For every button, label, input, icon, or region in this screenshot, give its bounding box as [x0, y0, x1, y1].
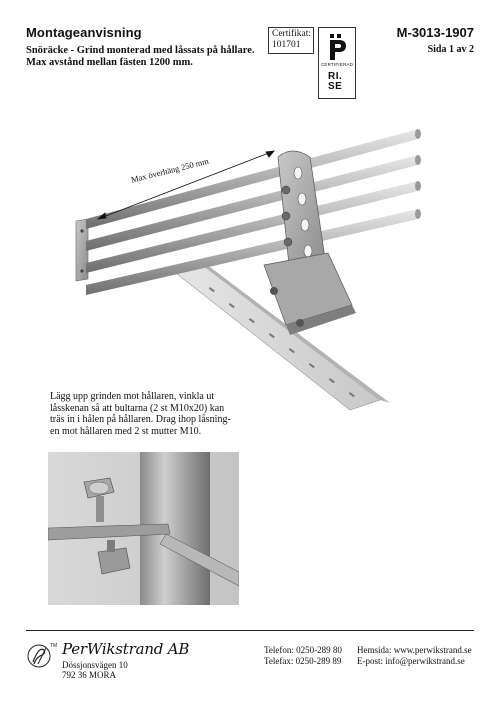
website-link[interactable]: Hemsida: www.perwikstrand.se: [357, 645, 472, 655]
phone-block: [264, 645, 342, 667]
instruction-line-2: låsskenan så att bultarna (2 st M10x20) kan: [50, 402, 225, 414]
guard-tubes: [86, 129, 421, 295]
email-link[interactable]: E-post: info@perwikstrand.se: [357, 656, 465, 666]
rise-logo: [328, 72, 342, 92]
address-line-2: 792 36 MORA: [62, 670, 117, 680]
snow-guard-illustration: [60, 115, 440, 425]
instruction-line-3: träs in i hålen på hållaren. Drag ihop låsning-: [50, 414, 231, 425]
detail-photo: [48, 452, 239, 605]
instruction-text: [50, 391, 250, 437]
overhang-measure-label: Max överhäng 250 mm: [130, 155, 210, 185]
phone-number: Telefon: 0250-289 80: [264, 645, 342, 655]
document-number: M-3013-1907: [396, 25, 474, 40]
company-logo-icon: [24, 640, 58, 670]
trademark-mark: TM: [50, 643, 58, 649]
subtitle: [26, 45, 266, 69]
subtitle-line-2: Max avstånd mellan fästen 1200 mm.: [26, 57, 193, 68]
certificate-box: [268, 27, 314, 54]
rise-logo-line-2: SE: [328, 81, 343, 92]
instruction-line-4: en mot hållaren med 2 st mutter M10.: [50, 425, 202, 437]
fax-number: Telefax: 0250-289 89: [264, 656, 342, 666]
certificate-label: Certifikat:: [272, 29, 312, 39]
certificate-number: 101701: [272, 40, 301, 50]
web-block: [357, 645, 472, 667]
page-indicator: Sida 1 av 2: [427, 44, 474, 55]
subtitle-line-1: Snöräcke - Grind monterad med låssats på hållare.: [26, 45, 255, 56]
document-title: Montageanvisning: [26, 25, 142, 40]
instruction-line-1: Lägg upp grinden mot hållaren, vinkla ut: [50, 391, 215, 402]
rise-logo-line-1: RI.: [328, 71, 343, 82]
cert-logo-text: CERTIFIERAD: [320, 62, 354, 67]
company-name: PerWikstrand AB: [62, 640, 190, 658]
detail-photo-graphic: [48, 452, 239, 605]
footer-divider: [26, 630, 474, 631]
company-address: [62, 660, 128, 680]
address-line-1: Dössjonsvägen 10: [62, 660, 128, 670]
certification-logo: [318, 27, 356, 99]
p-mark-icon: [328, 34, 348, 60]
